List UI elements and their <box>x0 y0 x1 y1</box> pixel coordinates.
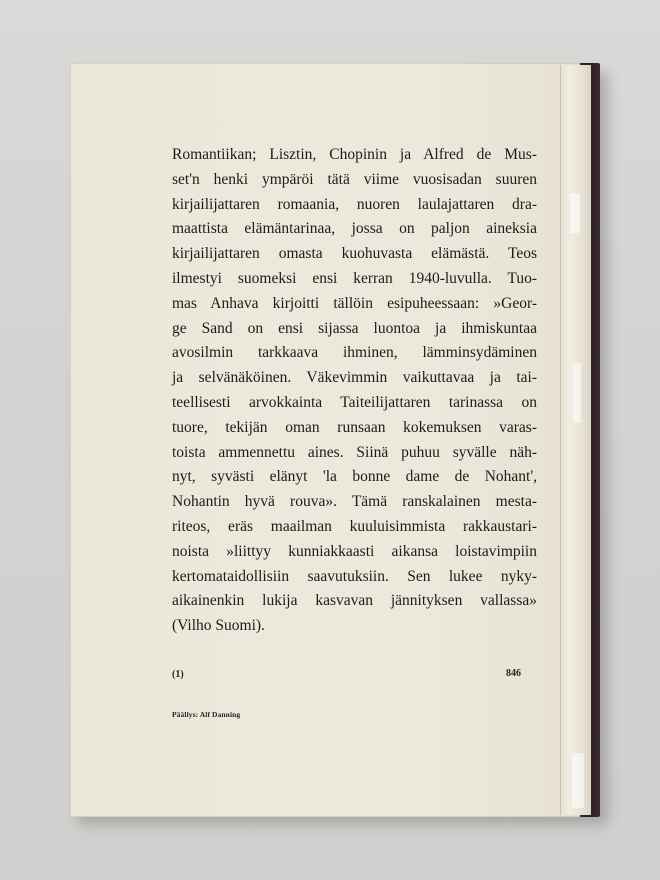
blurb-line: nyt, syvästi elänyt 'la bonne dame de Nohant', <box>172 468 537 486</box>
blurb-line: avosilmin tarkkaava ihminen, lämminsydäminen <box>172 344 537 362</box>
blurb-line: kirjailijattaren romaania, nuoren laulajattaren dra- <box>172 195 537 213</box>
jacket-wear-mark <box>570 193 580 233</box>
blurb-line: (Vilho Suomi). <box>172 617 265 635</box>
blurb-line: teellisesti arvokkainta Taiteilijattaren tarinassa on <box>172 393 537 411</box>
blurb-line: toista ammennettu aines. Siinä puhuu syvälle näh- <box>172 443 537 461</box>
series-number: (1) <box>172 669 184 680</box>
blurb-line: ilmestyi suomeksi ensi kerran 1940-luvulla. Tuo- <box>172 269 537 287</box>
jacket-wear-mark <box>572 753 584 808</box>
blurb-line: aikainenkin lukija kasvavan jännityksen vallassa» <box>172 592 537 610</box>
blurb-line: set'n henki ympäröi tätä viime vuosisadan suuren <box>172 170 537 188</box>
jacket-wear-mark <box>573 363 581 423</box>
blurb-line: ja selvänäköinen. Väkevimmin vaikuttavaa ja tai- <box>172 369 537 387</box>
blurb-line: kertomataidollisiin saavutuksiin. Sen lukee nyky- <box>172 567 537 585</box>
blurb-line: noista »liittyy kunniakkaasti aikansa loistavimpiin <box>172 542 537 560</box>
book <box>70 63 600 817</box>
blurb-line: riteos, eräs maailman kuuluisimmista rakkaustari- <box>172 517 537 535</box>
blurb-line: Romantiikan; Lisztin, Chopinin ja Alfred de Mus- <box>172 146 537 163</box>
cover-designer-credit: Päällys: Alf Danning <box>172 710 241 719</box>
back-cover <box>70 63 580 817</box>
blurb-line: Nohantin hyvä rouva». Tämä ranskalainen mesta- <box>172 493 537 511</box>
blurb-line: kirjailijattaren omasta kuohuvasta elämästä. Teos <box>172 245 537 263</box>
blurb-line: ge Sand on ensi sijassa luontoa ja ihmiskuntaa <box>172 319 537 337</box>
catalog-number: 846 <box>506 668 521 679</box>
blurb-line: maattista elämäntarinaa, jossa on paljon aineksia <box>172 220 537 238</box>
blurb-line: tuore, tekijän oman runsaan kokemuksen varas- <box>172 418 537 436</box>
blurb-line: mas Anhava kirjoitti tällöin esipuheessaan: »Geor- <box>172 294 537 312</box>
blurb-text <box>172 143 537 639</box>
dust-jacket-edge <box>560 65 591 815</box>
